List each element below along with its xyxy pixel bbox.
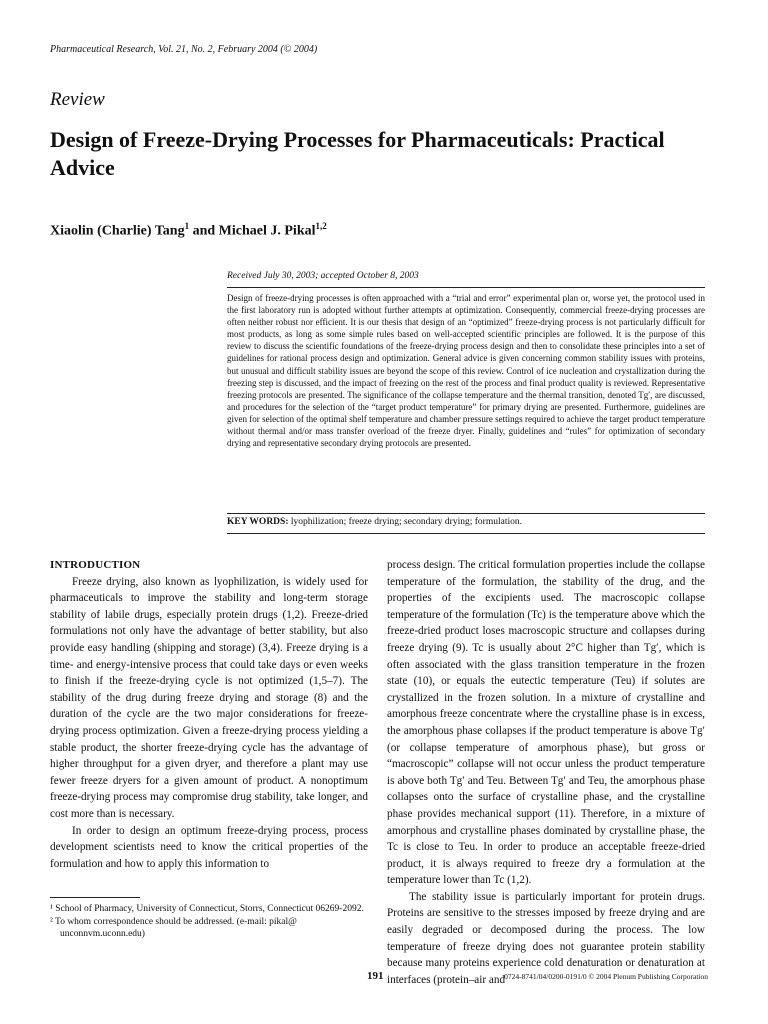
- journal-citation: Pharmaceutical Research, Vol. 21, No. 2, February 2004 (© 2004): [50, 44, 318, 55]
- copyright-line: 0724-8741/04/0200-0191/0 © 2004 Plenum Publishing Corporation: [504, 972, 708, 981]
- left-column: [50, 557, 368, 872]
- abstract-text: Design of freeze-drying processes is often approached with a “trial and error” experimental plan or, worse yet, the protocol used in the first laboratory run is adopted without further attempts at optimization. Consequently, commercial freeze-drying processes are often neither robust nor efficient. It is our thesis that design of an “optimized” freeze-drying process is not particularly difficult for most products, as long as some simple rules based on well-accepted scientific principles are followed. It is the purpose of this review to discuss the scientific foundations of the freeze-drying process design and then to consolidate these principles into a set of guidelines for rational process design and optimization. General advice is given concerning common stability issues with proteins, but unusual and difficult stability issues are beyond the scope of this review. Control of ice nucleation and crystallization during the freezing step is discussed, and the impact of freezing on the rest of the process and final product quality is reviewed. Representative freezing protocols are presented. The significance of the collapse temperature and the thermal transition, denoted Tg′, are discussed, and procedures for the selection of the “target product temperature” for primary drying are presented. Furthermore, guidelines are given for selection of the optimal shelf temperature and chamber pressure settings required to achieve the target product temperature without thermal and/or mass transfer overload of the freeze dryer. Finally, guidelines and “rules” for optimization of secondary drying and representative secondary drying protocols are presented.: [227, 293, 705, 449]
- body-paragraph: In order to design an optimum freeze-drying process, process development scientists need to know the critical properties of the formulation and how to apply this information to: [50, 824, 368, 870]
- body-paragraph: Freeze drying, also known as lyophilization, is widely used for pharmaceuticals to improve the stability and long-term storage stability of labile drugs, especially protein drugs (1,2). Freeze-dried formulations not only have the advantage of better stability, but also provide easy handling (shipping and storage) (3,4). Freeze drying is a time- and energy-intensive process that could take days or even weeks to finish if the freeze-drying cycle is not optimized (1,5–7). The stability of the drug during freeze drying and storage (8) and the duration of the cycle are the two major considerations for freeze-drying process optimization. Given a freeze-drying process yielding a stable product, the shorter freeze-drying cycle has the advantage of higher throughput for a given dryer, and therefore a plant may use fewer freeze dryers for a given amount of product. A nonoptimum freeze-drying process may compromise drug stability, take longer, and cost more than is necessary.: [50, 575, 368, 820]
- author-name: Michael J. Pikal: [218, 223, 316, 239]
- footnote: ² To whom correspondence should be addressed. (e-mail: pikal@ unconnvm.uconn.edu): [50, 917, 297, 939]
- keywords-line: [227, 517, 705, 527]
- author-affiliation-mark: 1: [184, 221, 190, 231]
- body-paragraph: process design. The critical formulation properties include the collapse temperature of the formulation, the stability of the drug, and the properties of the excipients used. The macroscopic collapse temperature of the formulation (Tc) is the temperature above which the freeze-dried product loses macroscopic structure and collapses during freeze drying (9). Tc is usually about 2°C higher than Tg′, which is often associated with the glass transition temperature in the frozen state (10), or equals the eutectic temperature (Teu) if solutes are crystallized in the frozen solution. In a mixture of crystalline and amorphous freeze concentrate where the crystalline phase is in excess, the amorphous phase collapses if the product temperature is above Tg′ (or collapse temperature of amorphous phase), but gross or “macroscopic” collapse will not occur unless the product temperature is above both Tg′ and Teu. Between Tg′ and Teu, the amorphous phase collapses onto the surface of crystalline phase, and the crystalline phase provides mechanical support (11). Therefore, in a mixture of amorphous and crystalline phases dominated by crystalline phase, the Tc is close to Teu. In order to produce an acceptable freeze-dried product, it is always required to freeze dry a formulation at the temperature lower than Tc (1,2).: [387, 559, 705, 887]
- abstract-top-rule: [227, 287, 705, 288]
- author-affiliation-mark: 1,2: [315, 221, 327, 231]
- keywords-bottom-rule: [227, 533, 705, 534]
- author-list: [50, 221, 327, 240]
- footnote-rule: [50, 897, 140, 898]
- keywords-label: KEY WORDS:: [227, 517, 289, 527]
- abstract-bottom-rule: [227, 513, 705, 514]
- footnote: ¹ School of Pharmacy, University of Connecticut, Storrs, Connecticut 06269-2092.: [50, 904, 364, 914]
- keywords-text: lyophilization; freeze drying; secondary drying; formulation.: [288, 517, 522, 527]
- author-name: Xiaolin (Charlie) Tang: [50, 223, 185, 239]
- article-type-label: Review: [50, 89, 105, 110]
- page-number: 191: [367, 970, 384, 982]
- footnotes: [50, 903, 368, 941]
- section-heading: INTRODUCTION: [50, 559, 141, 571]
- article-title: Design of Freeze-Drying Processes for Pharmaceuticals: Practical Advice: [50, 127, 665, 180]
- author-conjunction: and: [189, 223, 219, 239]
- right-column: [387, 557, 705, 988]
- body-paragraph: The stability issue is particularly important for protein drugs. Proteins are sensitive to the stresses imposed by freeze drying and are easily degraded or decomposed during the process. The low temperature of freeze drying does not guarantee protein stability because many proteins experience cold denaturation or denaturation at interfaces (protein–air and: [387, 890, 705, 986]
- received-dates: Received July 30, 2003; accepted October 8, 2003: [227, 271, 419, 281]
